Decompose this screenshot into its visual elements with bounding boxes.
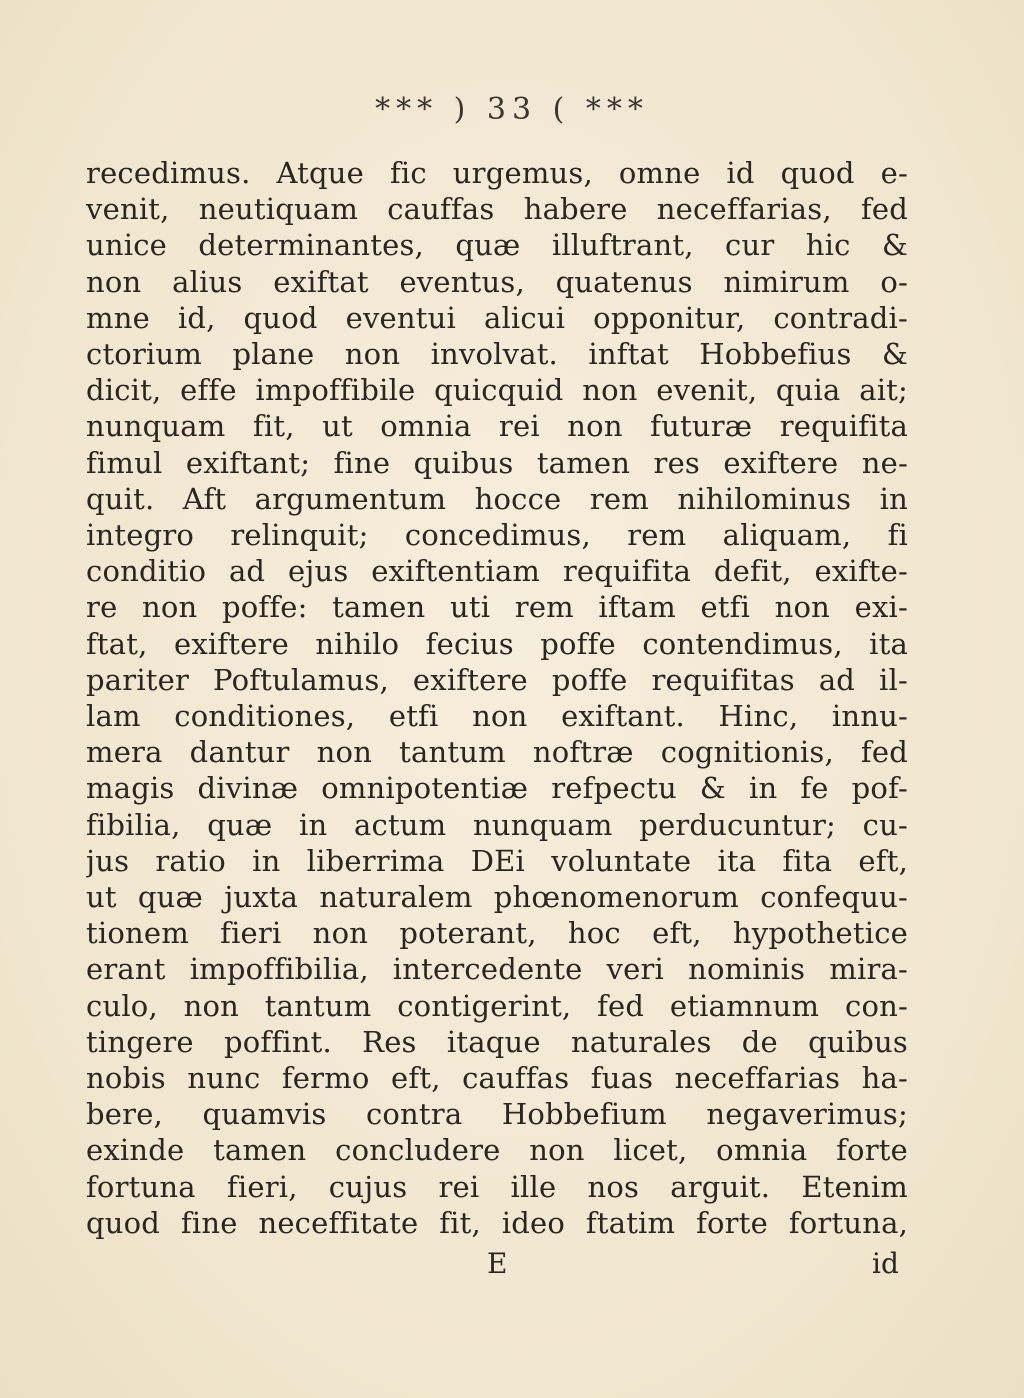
text-line: fimul exiftant; fine quibus tamen res exiftere ne- (86, 445, 908, 480)
text-line: recedimus. Atque fic urgemus, omne id quod e- (86, 156, 908, 190)
text-line: dicit, effe impoffibile quicquid non evenit, quia ait; (86, 373, 908, 408)
text-line: jus ratio in liberrima DEi voluntate ita fita eft, (86, 843, 908, 878)
text-line: ctorium plane non involvat. inftat Hobbefius & (86, 337, 908, 371)
text-line: magis divinæ omnipotentiæ refpectu & in fe pof- (86, 771, 908, 806)
text-line: ftat, exiftere nihilo fecius poffe contendimus, ita (86, 626, 908, 661)
text-line: non alius exiftat eventus, quatenus nimirum o- (86, 264, 908, 299)
text-line: tionem fieri non poterant, hoc eft, hypothetice (86, 916, 908, 951)
text-line: bere, quamvis contra Hobbefium negaverimus; (86, 1097, 908, 1132)
text-line: fortuna fieri, cujus rei ille nos arguit. Etenim (86, 1169, 908, 1204)
catchword: id (872, 1247, 899, 1280)
text-line: culo, non tantum contigerint, fed etiamnum con- (86, 988, 908, 1023)
text-line: mne id, quod eventui alicui opponitur, contradi- (86, 300, 908, 335)
text-line: lam conditiones, etfi non exiftant. Hinc, innu- (86, 699, 908, 733)
text-line: quod fine neceffitate fit, ideo ftatim forte fortuna, (86, 1205, 908, 1240)
text-line: nunquam fit, ut omnia rei non futuræ requifita (86, 409, 908, 444)
text-line: nobis nunc fermo eft, cauffas fuas neceffarias ha- (86, 1061, 908, 1095)
text-line: pariter Poftulamus, exiftere poffe requifitas ad il- (86, 662, 908, 697)
text-line: exinde tamen concludere non licet, omnia forte (86, 1133, 908, 1168)
signature-mark: E (487, 1247, 508, 1280)
text-line: re non poffe: tamen uti rem iftam etfi non exi- (86, 590, 908, 625)
text-line: tingere poffint. Res itaque naturales de quibus (86, 1024, 908, 1059)
text-line: integro relinquit; concedimus, rem aliquam, fi (86, 518, 908, 552)
text-line: unice determinantes, quæ illuftrant, cur hic & (86, 228, 908, 263)
running-head: *** ) 33 ( *** (375, 92, 649, 127)
page-footer (0, 1246, 1024, 1286)
text-line: quit. Aft argumentum hocce rem nihilominus in (86, 481, 908, 516)
text-line: venit, neutiquam cauffas habere neceffarias, fed (86, 192, 908, 227)
text-line: mera dantur non tantum noftræ cognitionis, fed (86, 735, 908, 770)
text-line: conditio ad ejus exiftentiam requifita defit, exifte- (86, 554, 908, 589)
text-line: fibilia, quæ in actum nunquam perducuntur; cu- (86, 807, 908, 842)
text-line: ut quæ juxta naturalem phœnomenorum confequu- (86, 880, 908, 914)
text-line: erant impoffibilia, intercedente veri nominis mira- (86, 952, 908, 987)
